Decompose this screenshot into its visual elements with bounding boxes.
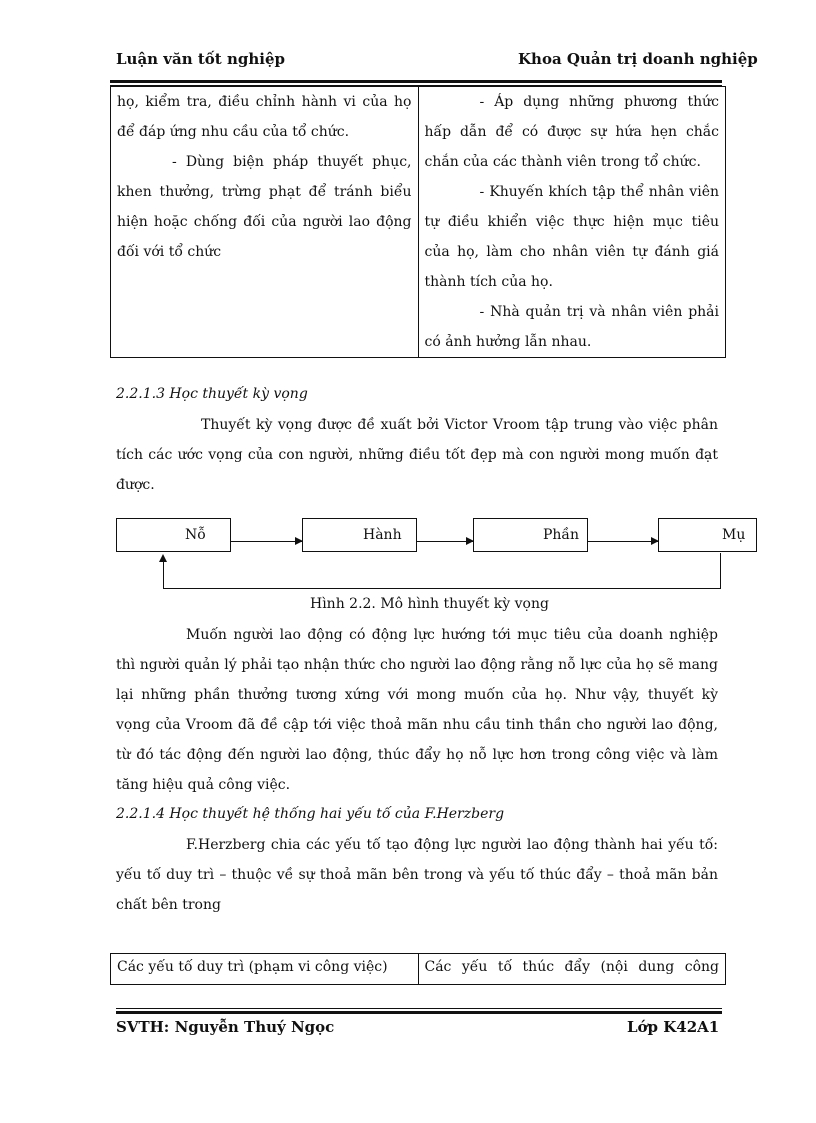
diagram-feedback-line <box>163 561 164 589</box>
table-line: Các yếu tố duy trì (phạm vi công việc) <box>117 959 388 975</box>
paragraph-line: tích các ước vọng của con người, những điều tốt đẹp mà con người mong muốn đạt <box>116 447 718 463</box>
footer-rule-thin <box>116 1008 722 1009</box>
table-line: họ, kiểm tra, điều chỉnh hành vi của họ <box>117 94 412 110</box>
table-line: của họ, làm cho nhân viên tự đánh giá <box>424 244 719 260</box>
diagram-feedback-line <box>720 553 721 589</box>
paragraph-line: tăng hiệu quả công việc. <box>116 777 291 793</box>
paragraph-line: từ đó tác động đến người lao động, thúc đẩy họ nỗ lực hơn trong công việc và làm <box>116 747 718 763</box>
diagram-arrow-3 <box>588 541 658 542</box>
diagram-arrow-1 <box>231 541 302 542</box>
paragraph-line: chất bên trong <box>116 897 221 913</box>
header-left-title: Luận văn tốt nghiệp <box>116 50 285 68</box>
diagram-box-label: Mụ <box>722 527 746 543</box>
table-line: hiện hoặc chống đối của người lao động <box>117 214 412 230</box>
table-line: để đáp ứng nhu cầu của tổ chức. <box>117 124 350 140</box>
header-right-title: Khoa Quản trị doanh nghiệp <box>518 50 758 68</box>
footer-student: SVTH: Nguyễn Thuý Ngọc <box>116 1018 335 1036</box>
table-line: - Dùng biện pháp thuyết phục, <box>172 154 412 170</box>
diagram-feedback-arrowhead <box>159 554 167 562</box>
table-line: - Khuyến khích tập thể nhân viên <box>479 184 719 200</box>
diagram-arrow-2 <box>417 541 473 542</box>
table-cell-right <box>418 87 726 358</box>
header-rule-thick <box>110 80 722 83</box>
paragraph-line: được. <box>116 477 155 493</box>
comparison-table-continued <box>110 86 726 358</box>
table-line: khen thưởng, trừng phạt để tránh biểu <box>117 184 412 200</box>
table-line: Các yếu tố thúc đẩy (nội dung công <box>424 959 719 975</box>
section-heading-2214: 2.2.1.4 Học thuyết hệ thống hai yếu tố của F.Herzberg <box>116 806 505 822</box>
table-line: thành tích của họ. <box>424 274 553 290</box>
paragraph-herzberg-intro <box>116 830 718 920</box>
table-line: có ảnh hưởng lẫn nhau. <box>424 334 592 350</box>
diagram-box-label: Hành <box>363 527 402 543</box>
paragraph-expectancy-explanation <box>116 620 718 800</box>
footer-class: Lớp K42A1 <box>627 1018 720 1036</box>
paragraph-line: Thuyết kỳ vọng được đề xuất bởi Victor Vroom tập trung vào việc phân <box>201 417 718 433</box>
table-line: tự điều khiển việc thực hiện mục tiêu <box>424 214 719 230</box>
diagram-box-reward <box>473 518 588 552</box>
table-header-maintenance <box>111 954 419 985</box>
paragraph-line: F.Herzberg chia các yếu tố tạo động lực người lao động thành hai yếu tố: <box>186 837 718 853</box>
herzberg-factors-table <box>110 953 726 985</box>
table-header-motivators <box>418 954 726 985</box>
diagram-box-performance <box>302 518 417 552</box>
paragraph-line: thì người quản lý phải tạo nhận thức cho người lao động rằng nỗ lực của họ sẽ mang <box>116 657 718 673</box>
table-line: - Áp dụng những phương thức <box>479 94 719 110</box>
table-line: - Nhà quản trị và nhân viên phải <box>479 304 719 320</box>
paragraph-line: Muốn người lao động có động lực hướng tới mục tiêu của doanh nghiệp <box>186 627 718 643</box>
section-heading-2213: 2.2.1.3 Học thuyết kỳ vọng <box>116 386 308 402</box>
footer-rule-thick <box>116 1011 722 1014</box>
paragraph-line: yếu tố duy trì – thuộc về sự thoả mãn bên trong và yếu tố thúc đẩy – thoả mãn bản <box>116 867 718 883</box>
diagram-box-label: Nỗ <box>185 527 206 543</box>
diagram-box-goal <box>658 518 757 552</box>
diagram-box-effort <box>116 518 231 552</box>
paragraph-line: lại những phần thưởng tương xứng với mong muốn của họ. Như vậy, thuyết kỳ <box>116 687 718 703</box>
figure-caption: Hình 2.2. Mô hình thuyết kỳ vọng <box>310 596 549 612</box>
table-cell-left <box>111 87 419 358</box>
diagram-box-label: Phần <box>543 527 580 543</box>
table-line: đối với tổ chức <box>117 244 222 260</box>
table-line: hấp dẫn để có được sự hứa hẹn chắc <box>424 124 719 140</box>
diagram-feedback-line <box>163 588 721 589</box>
table-line: chắn của các thành viên trong tổ chức. <box>424 154 701 170</box>
paragraph-expectancy-intro <box>116 410 718 500</box>
paragraph-line: vọng của Vroom đã đề cập tới việc thoả mãn nhu cầu tinh thần cho người lao động, <box>116 717 718 733</box>
